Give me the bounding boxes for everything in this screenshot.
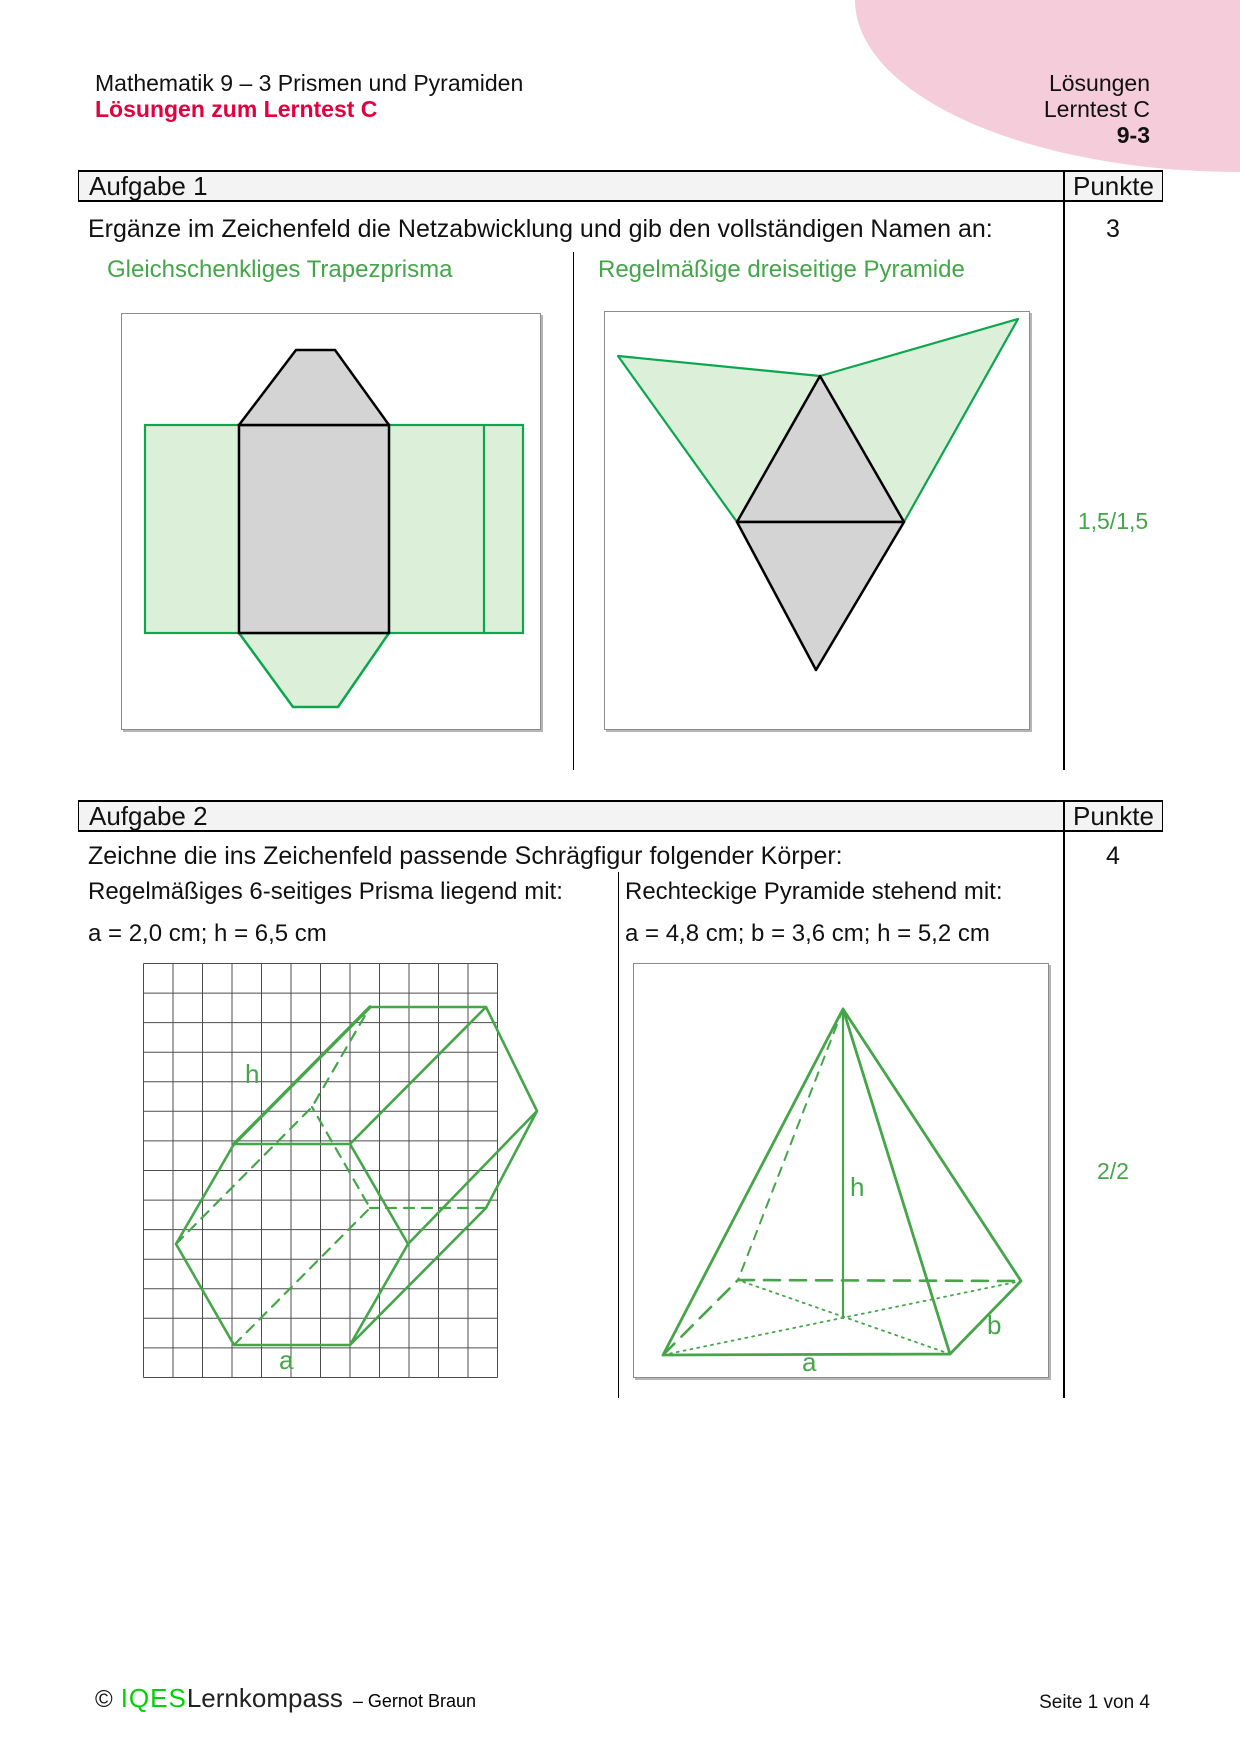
footer-author: – Gernot Braun xyxy=(352,1691,476,1711)
net-left-face xyxy=(145,425,239,633)
prism-height-label: h xyxy=(245,1059,260,1089)
net-bottom-triangle xyxy=(737,522,904,670)
task1-drawing-field-right xyxy=(604,311,1030,730)
task2-right-heading: Rechteckige Pyramide stehend mit: xyxy=(625,878,1003,905)
course-title: Mathematik 9 – 3 Prismen und Pyramiden xyxy=(95,70,524,96)
corner-line-2: Lerntest C xyxy=(1043,96,1150,122)
brand-iqes: IQES xyxy=(120,1683,187,1713)
document-title: Lösungen zum Lerntest C xyxy=(95,96,378,122)
task1-answer-right: Regelmäßige dreiseitige Pyramide xyxy=(598,256,965,283)
trapezoid-prism-net-figure xyxy=(122,314,540,729)
task1-max-points: 3 xyxy=(1106,215,1120,243)
net-right-face xyxy=(389,425,523,633)
task1-header-row xyxy=(78,170,1163,202)
pyramid-side-b-label: b xyxy=(987,1310,1002,1340)
pyramid-side-a-label: a xyxy=(802,1347,817,1377)
task1-column-divider xyxy=(573,252,574,770)
task2-left-heading: Regelmäßiges 6-seitiges Prisma liegend mit: xyxy=(88,878,563,905)
task2-drawing-field-right xyxy=(633,963,1049,1378)
task2-score: 2/2 xyxy=(1097,1158,1129,1184)
copyright-icon: © xyxy=(95,1686,113,1713)
net-top-trapezoid xyxy=(239,350,389,425)
task2-points-header: Punkte xyxy=(1073,800,1154,831)
task1-title: Aufgabe 1 xyxy=(89,170,208,201)
header-left xyxy=(95,70,523,122)
task2-max-points: 4 xyxy=(1106,842,1120,870)
task2-points-divider xyxy=(1063,832,1065,1398)
grid-lines xyxy=(144,964,498,1378)
net-bottom-trapezoid xyxy=(239,633,389,707)
prism-hidden-edges xyxy=(176,1007,486,1345)
corner-line-1: Lösungen xyxy=(1048,70,1150,96)
task2-right-dimensions: a = 4,8 cm; b = 3,6 cm; h = 5,2 cm xyxy=(625,920,990,947)
task1-score: 1,5/1,5 xyxy=(1077,508,1149,534)
task1-points-divider xyxy=(1063,202,1065,770)
pyramid-net-figure xyxy=(605,312,1029,729)
task2-left-dimensions: a = 2,0 cm; h = 6,5 cm xyxy=(88,920,327,947)
task2-header-divider xyxy=(1063,802,1065,830)
task2-column-divider xyxy=(618,872,619,1398)
task1-header-divider xyxy=(1063,172,1065,200)
footer-brand xyxy=(95,1683,476,1714)
prism-side-label: a xyxy=(279,1345,294,1375)
brand-lernkompass: Lernkompass xyxy=(186,1683,343,1713)
rectangular-pyramid-figure xyxy=(634,964,1048,1377)
corner-line-3: 9-3 xyxy=(1116,122,1150,148)
net-center-rectangle xyxy=(239,425,389,633)
header-corner xyxy=(1044,70,1150,148)
pyramid-hidden-apex-edge xyxy=(738,1009,843,1280)
task1-answer-left: Gleichschenkliges Trapezprisma xyxy=(107,256,453,283)
page-number: Seite 1 von 4 xyxy=(1039,1692,1150,1713)
task1-points-header: Punkte xyxy=(1073,170,1154,201)
task1-instruction: Ergänze im Zeichenfeld die Netzabwicklung und gib den vollständigen Namen an: xyxy=(88,215,993,243)
prism-front-hexagon xyxy=(176,1144,408,1345)
pyramid-height-label: h xyxy=(850,1172,865,1202)
task2-header-row xyxy=(78,800,1163,832)
hexagonal-prism-figure xyxy=(121,963,539,1378)
task1-drawing-field-left xyxy=(121,313,541,730)
task2-instruction: Zeichne die ins Zeichenfeld passende Schrägfigur folgender Körper: xyxy=(88,842,843,870)
task2-title: Aufgabe 2 xyxy=(89,800,208,831)
